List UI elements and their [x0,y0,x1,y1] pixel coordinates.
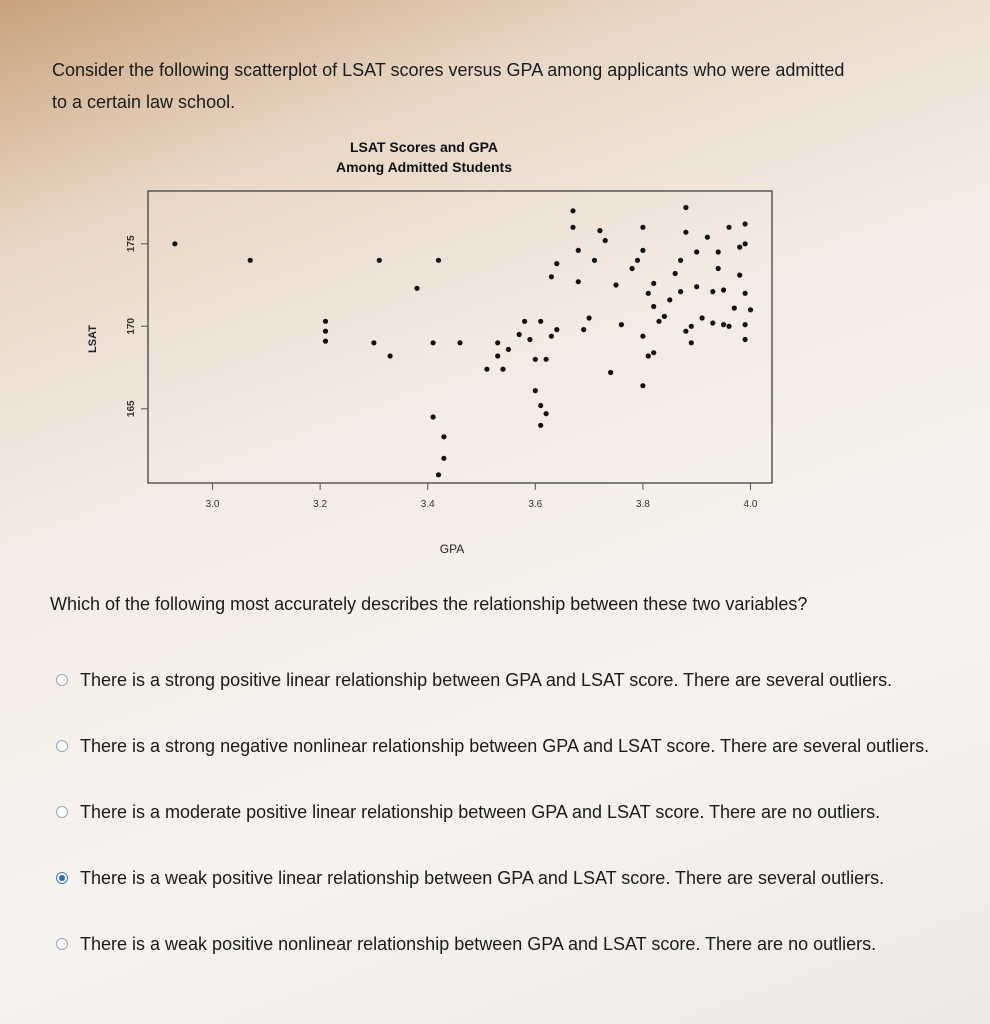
answer-option[interactable] [56,868,936,910]
y-axis-label: LSAT [87,325,99,353]
y-tick-label: 165 [126,400,137,418]
radio-button[interactable] [56,872,68,884]
data-point [544,357,549,362]
radio-button[interactable] [56,806,68,818]
data-point [554,261,559,266]
data-point [538,423,543,428]
intro-text: Consider the following scatterplot of LSAT scores versus GPA among applicants who were admitted to a certain law school. [52,60,845,112]
data-point [651,304,656,309]
data-point [683,205,688,210]
answer-option[interactable] [56,934,936,976]
answer-options [56,670,936,1000]
data-point [646,291,651,296]
data-point [737,245,742,250]
chart-subtitle: Among Admitted Students [335,159,513,175]
data-point [544,411,549,416]
data-point [743,221,748,226]
x-tick-label: 3.6 [528,499,543,510]
x-axis-label: GPA [439,542,465,556]
option-label: There is a strong negative nonlinear relationship between GPA and LSAT score. There are several outliers. [80,736,930,756]
chart-svg [60,134,780,574]
data-point [506,347,511,352]
y-tick-label: 175 [126,235,137,253]
data-point [495,353,500,358]
data-point [603,238,608,243]
data-point [683,329,688,334]
data-point [608,370,613,375]
data-point [533,388,538,393]
option-label: There is a weak positive linear relationship between GPA and LSAT score. There are several outliers. [80,868,885,888]
data-point [570,208,575,213]
data-point [667,297,672,302]
data-point [576,248,581,253]
option-label: There is a strong positive linear relationship between GPA and LSAT score. There are several outliers. [80,670,893,690]
data-point [495,340,500,345]
data-point [597,228,602,233]
data-point [630,266,635,271]
data-point [640,225,645,230]
question-text: Which of the following most accurately describes the relationship between these two variables? [50,594,808,614]
data-point [705,235,710,240]
answer-option[interactable] [56,802,936,844]
data-point [651,350,656,355]
data-point [484,367,489,372]
data-point [554,327,559,332]
x-tick-label: 3.0 [205,499,220,510]
data-point [743,241,748,246]
data-point [414,286,419,291]
data-point [716,266,721,271]
data-point [581,327,586,332]
data-point [549,274,554,279]
data-point [678,258,683,263]
data-point [694,249,699,254]
data-point [640,383,645,388]
data-point [441,434,446,439]
data-point [323,339,328,344]
data-point [436,258,441,263]
points-layer [172,205,753,478]
data-point [640,334,645,339]
data-point [522,319,527,324]
data-point [694,284,699,289]
data-point [640,248,645,253]
data-point [323,319,328,324]
data-point [500,367,505,372]
data-point [683,230,688,235]
data-point [436,472,441,477]
data-point [678,289,683,294]
data-point [656,319,661,324]
data-point [700,315,705,320]
data-point [635,258,640,263]
option-label: There is a weak positive nonlinear relationship between GPA and LSAT score. There are no outliers. [80,934,877,954]
data-point [431,414,436,419]
plot-frame [148,191,772,483]
data-point [248,258,253,263]
data-point [613,282,618,287]
data-point [732,306,737,311]
data-point [726,225,731,230]
data-point [689,324,694,329]
data-point [646,353,651,358]
data-point [371,340,376,345]
data-point [710,320,715,325]
data-point [721,322,726,327]
data-point [527,337,532,342]
data-point [651,281,656,286]
data-point [689,340,694,345]
data-point [377,258,382,263]
x-tick-label: 3.4 [420,499,435,510]
data-point [710,289,715,294]
data-point [737,273,742,278]
data-point [726,324,731,329]
scatterplot-chart [60,134,780,574]
data-point [662,314,667,319]
answer-option[interactable] [56,670,936,712]
data-point [172,241,177,246]
data-point [457,340,462,345]
x-tick-label: 3.8 [635,499,650,510]
option-label: There is a moderate positive linear relationship between GPA and LSAT score. There are no outliers. [80,802,881,822]
data-point [323,329,328,334]
data-point [388,353,393,358]
data-point [743,322,748,327]
data-point [570,225,575,230]
data-point [743,291,748,296]
data-point [538,403,543,408]
data-point [592,258,597,263]
y-tick-label: 170 [126,317,137,335]
data-point [549,334,554,339]
data-point [673,271,678,276]
data-point [538,319,543,324]
radio-button[interactable] [56,740,68,752]
chart-title: LSAT Scores and GPA [349,139,499,155]
data-point [721,287,726,292]
radio-button[interactable] [56,674,68,686]
x-tick-label: 3.2 [313,499,328,510]
data-point [431,340,436,345]
data-point [576,279,581,284]
data-point [517,332,522,337]
radio-button[interactable] [56,938,68,950]
data-point [748,307,753,312]
data-point [743,337,748,342]
data-point [716,249,721,254]
data-point [533,357,538,362]
axes-layer [126,235,758,510]
data-point [587,315,592,320]
answer-option[interactable] [56,736,936,778]
data-point [619,322,624,327]
data-point [441,456,446,461]
quiz-screen [30,24,960,1024]
x-tick-label: 4.0 [743,499,758,510]
